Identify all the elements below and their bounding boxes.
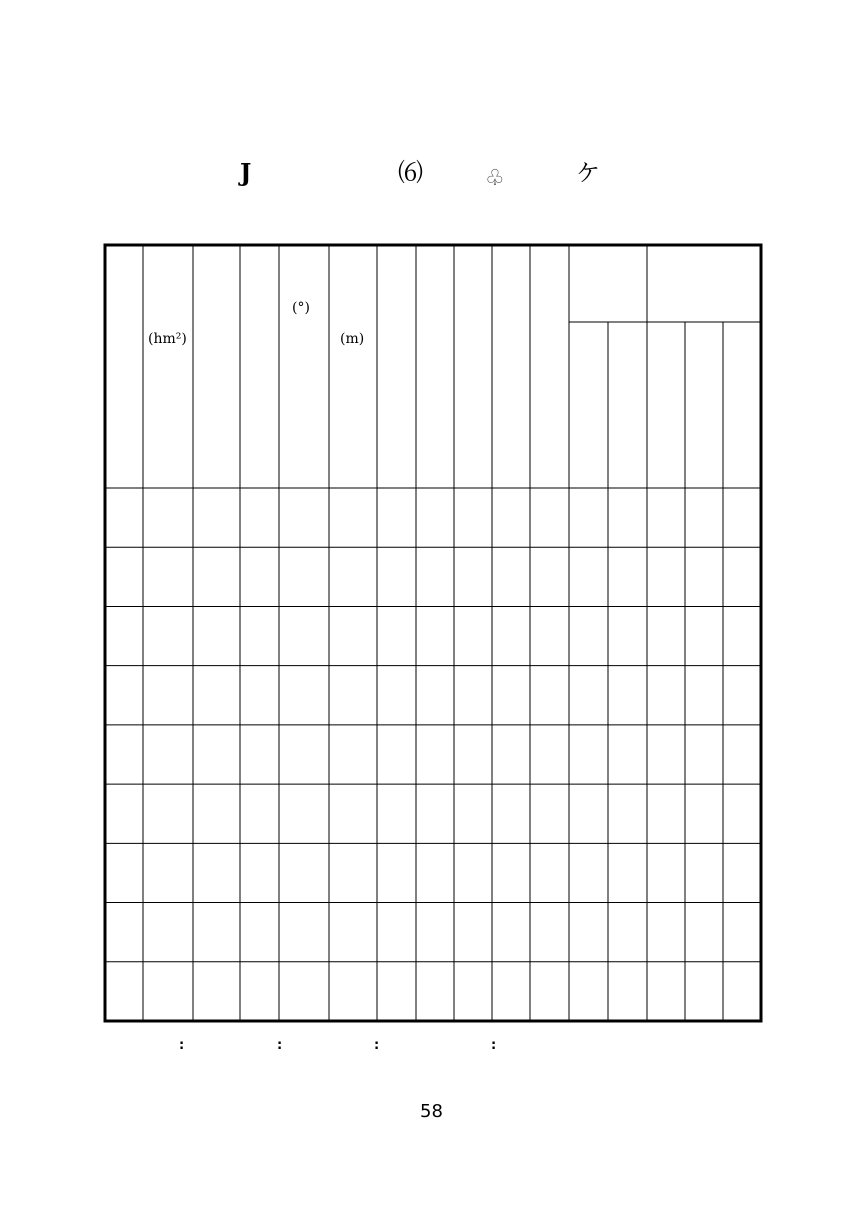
footer-colon-2: :	[277, 1038, 283, 1053]
table-border	[105, 245, 761, 1021]
footer-colon-4: :	[491, 1038, 497, 1053]
header-right-char: ケ	[576, 159, 600, 187]
header-left-char: J	[240, 158, 252, 187]
footer-colon-3: :	[374, 1038, 380, 1053]
footer-colon-1: :	[179, 1038, 185, 1053]
degree-unit-label: (°)	[292, 300, 310, 316]
page-number: 58	[420, 1101, 443, 1122]
meter-unit-label: (m)	[340, 331, 365, 347]
header-section-number: ⑹	[398, 158, 424, 187]
club-icon: ♧	[485, 166, 505, 191]
area-unit-label: (hm²)	[148, 331, 187, 347]
